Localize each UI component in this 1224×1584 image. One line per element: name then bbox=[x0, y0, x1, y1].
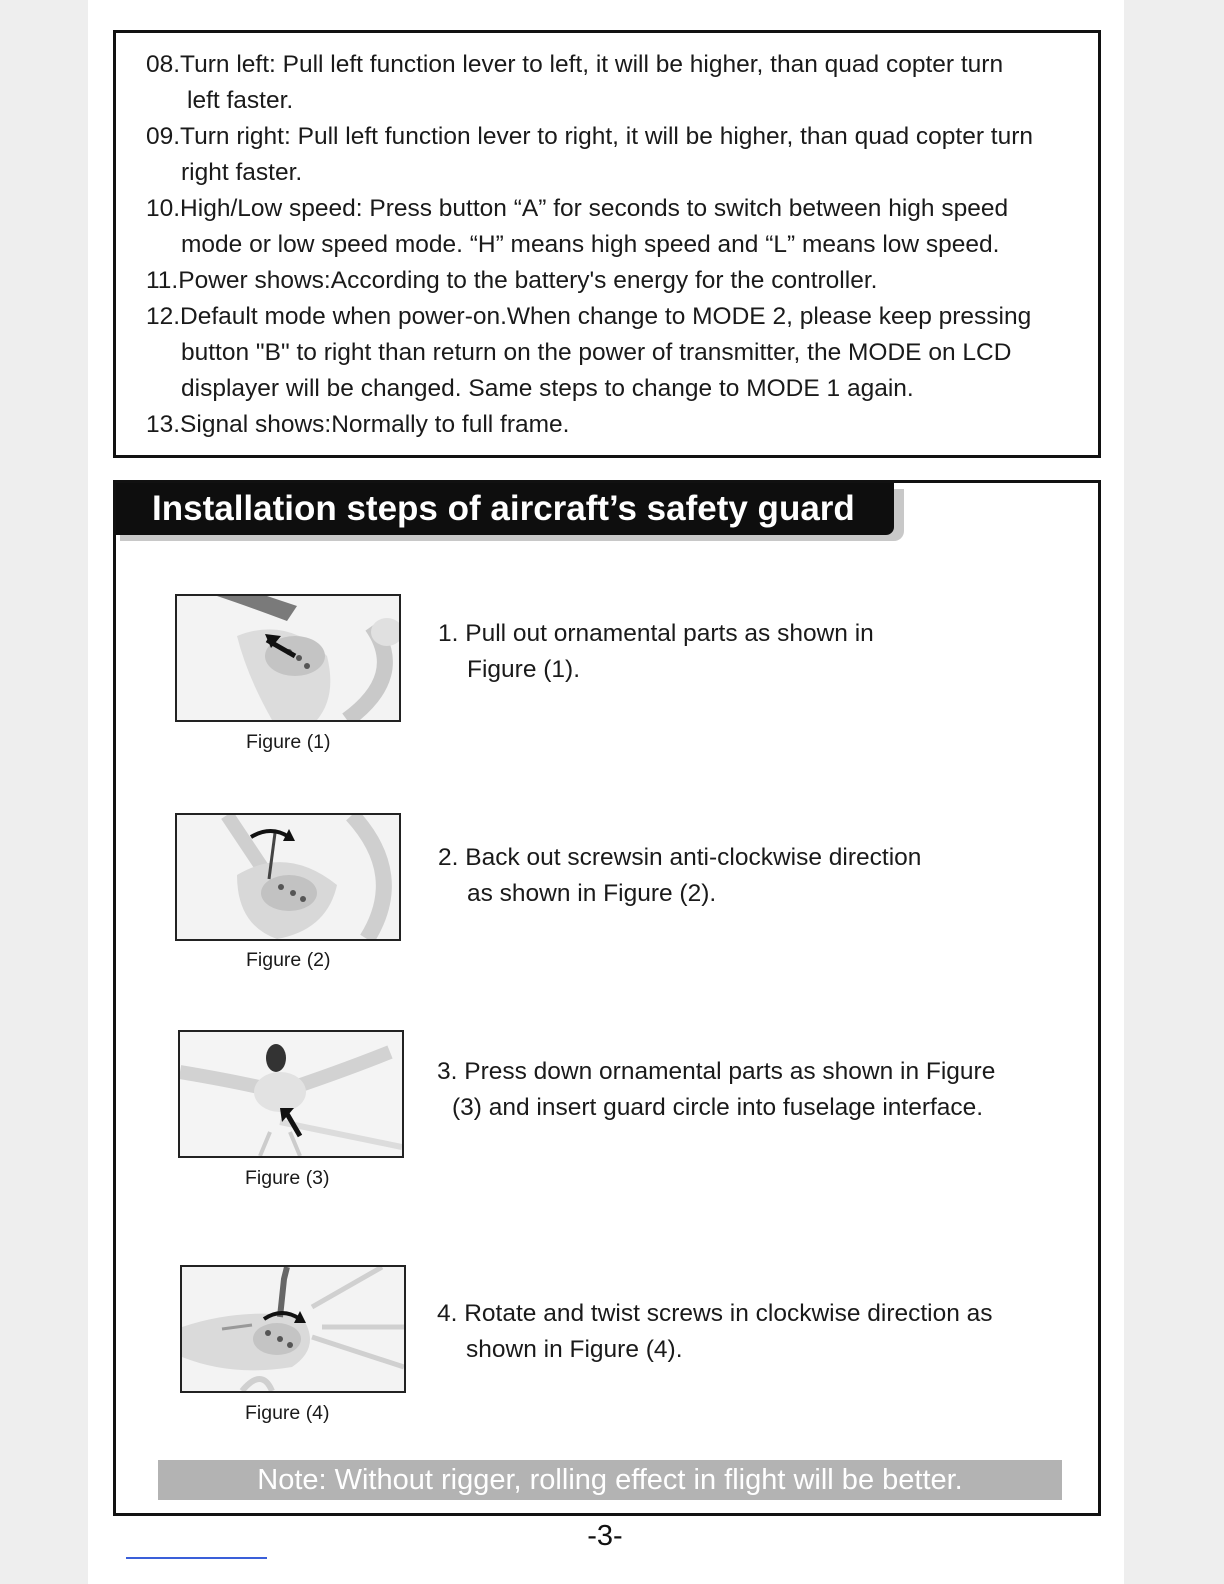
instruction-08-line2: left faster. bbox=[187, 87, 294, 114]
step-2-line2: as shown in Figure (2). bbox=[467, 880, 717, 907]
step-3-line2: (3) and insert guard circle into fuselage interface. bbox=[452, 1094, 984, 1121]
figure-1-caption: Figure (1) bbox=[246, 731, 331, 753]
section-banner bbox=[116, 483, 894, 535]
step-1-line1: 1. Pull out ornamental parts as shown in bbox=[438, 620, 874, 647]
page-number: -3- bbox=[587, 1520, 623, 1552]
figure-2-image bbox=[175, 813, 401, 941]
instruction-09-line1: 09.Turn right: Pull left function lever to right, it will be higher, than quad copter turn bbox=[146, 123, 1034, 150]
note-bar bbox=[158, 1460, 1062, 1500]
figure-2-caption: Figure (2) bbox=[246, 949, 331, 971]
instruction-11-line1: 11.Power shows:According to the battery's energy for the controller. bbox=[146, 267, 878, 294]
instruction-10-line1: 10.High/Low speed: Press button “A” for seconds to switch between high speed bbox=[146, 195, 1009, 222]
figure-3-image bbox=[178, 1030, 404, 1158]
footer-link-underline[interactable] bbox=[126, 1557, 267, 1559]
instruction-13-line1: 13.Signal shows:Normally to full frame. bbox=[146, 411, 570, 438]
figure-1-image bbox=[175, 594, 401, 722]
instruction-10-line2: mode or low speed mode. “H” means high speed and “L” means low speed. bbox=[181, 231, 1000, 258]
figure-4-image bbox=[180, 1265, 406, 1393]
step-4-line2: shown in Figure (4). bbox=[466, 1336, 683, 1363]
instruction-12-line3: displayer will be changed. Same steps to change to MODE 1 again. bbox=[181, 375, 914, 402]
instruction-12-line2: button "B" to right than return on the power of transmitter, the MODE on LCD bbox=[181, 339, 1012, 366]
step-1-line2: Figure (1). bbox=[467, 656, 581, 683]
step-4-line1: 4. Rotate and twist screws in clockwise direction as bbox=[437, 1300, 993, 1327]
note-text: Note: Without rigger, rolling effect in flight will be better. bbox=[257, 1464, 963, 1496]
instruction-12-line1: 12.Default mode when power-on.When change to MODE 2, please keep pressing bbox=[146, 303, 1032, 330]
figure-3-caption: Figure (3) bbox=[245, 1167, 330, 1189]
step-2-line1: 2. Back out screwsin anti-clockwise direction bbox=[438, 844, 922, 871]
section-title: Installation steps of aircraft’s safety guard bbox=[152, 489, 855, 528]
figure-4-caption: Figure (4) bbox=[245, 1402, 330, 1424]
instruction-08-line1: 08.Turn left: Pull left function lever to left, it will be higher, than quad copter turn bbox=[146, 51, 1004, 78]
instruction-09-line2: right faster. bbox=[181, 159, 303, 186]
step-3-line1: 3. Press down ornamental parts as shown in Figure bbox=[437, 1058, 996, 1085]
